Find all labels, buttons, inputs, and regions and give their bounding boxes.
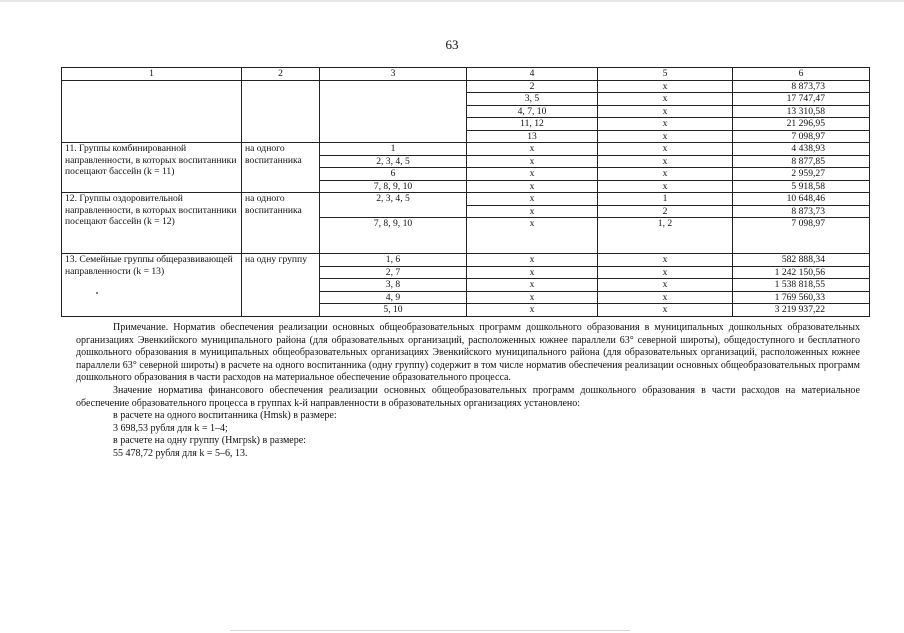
- page-number: 63: [445, 37, 459, 52]
- cell-mode: x: [598, 266, 733, 279]
- cell-empty: [62, 80, 242, 143]
- cell-mode: x: [598, 130, 733, 143]
- note-line-per-child: в расчете на одного воспитанника (Hmsk) в размере:: [113, 410, 337, 422]
- scan-edge-top: [0, 0, 904, 2]
- normative-table: [61, 67, 870, 317]
- header-col-2: 2: [242, 68, 320, 81]
- cell-mode: x: [598, 105, 733, 118]
- cell-age-group: 4, 7, 10: [467, 105, 598, 118]
- cell-age: 2, 3, 4, 5: [320, 193, 467, 218]
- cell-age: 1, 6: [320, 254, 467, 267]
- cell-value: 8 873,73: [733, 205, 870, 218]
- note-paragraph-1: Примечание. Норматив обеспечения реализации основных общеобразовательных программ дошкольного образования в муниципальных дошкольных образовательных организациях Эвенкийского муниципального района (для образовательных организаций, расположенных южнее параллели 63° северной широты), общедоступного и бесплатного дошкольного образования в муниципальных общеобразовательных организациях Эвенкийского муниципального района (для образовательных организаций, расположенных южнее параллели 63° северной широты) в расчете на одного воспитанника (одну группу) содержит в том числе норматив обеспечения реализации основных общеобразовательных программ дошкольного образования в части расходов на материальное обеспечение образовательного процесса.: [76, 322, 860, 384]
- cell-age-group: 3, 5: [467, 93, 598, 106]
- cell-age-group: x: [467, 291, 598, 304]
- cell-value: 1 538 818,55: [733, 279, 870, 292]
- cell-age-group: x: [467, 205, 598, 218]
- note-paragraph-2: Значение норматива финансового обеспечения реализации основных общеобразовательных программ дошкольного образования в части расходов на материальное обеспечение образовательного процесса в группах k-й направленности в образовательных организациях установлено:: [76, 384, 860, 409]
- header-col-3: 3: [320, 68, 467, 81]
- table-row: [62, 193, 870, 206]
- cell-value: 3 219 937,22: [733, 304, 870, 317]
- cell-mode: x: [598, 118, 733, 131]
- cell-mode: 1, 2: [598, 218, 733, 254]
- cell-age: 2, 3, 4, 5: [320, 155, 467, 168]
- cell-mode: x: [598, 143, 733, 156]
- group-11-name: 11. Группы комбинированной направленности, в которых воспитанники посещают бассейн (k = 11): [62, 143, 242, 193]
- cell-mode: x: [598, 279, 733, 292]
- cell-value: 1 242 150,56: [733, 266, 870, 279]
- table-row: [62, 143, 870, 156]
- cell-age-group: x: [467, 180, 598, 193]
- cell-mode: 1: [598, 193, 733, 206]
- header-col-1: 1: [62, 68, 242, 81]
- cell-value: 13 310,58: [733, 105, 870, 118]
- note-block: [76, 322, 860, 461]
- cell-value: 7 098,97: [733, 130, 870, 143]
- cell-age: 5, 10: [320, 304, 467, 317]
- cell-value: 7 098,97: [733, 218, 870, 254]
- cell-mode: x: [598, 93, 733, 106]
- group-12-name: 12. Группы оздоровительной направленности, в которых воспитанники посещают бассейн (k = 12): [62, 193, 242, 254]
- cell-age-group: x: [467, 266, 598, 279]
- cell-age-group: x: [467, 155, 598, 168]
- cell-age-group: x: [467, 168, 598, 181]
- cell-age: 1: [320, 143, 467, 156]
- scan-speck: [96, 292, 98, 294]
- scan-edge-bottom: [230, 630, 630, 631]
- cell-value: 1 769 560,33: [733, 291, 870, 304]
- header-col-5: 5: [598, 68, 733, 81]
- cell-age-group: 13: [467, 130, 598, 143]
- cell-age-group: x: [467, 304, 598, 317]
- cell-value: 17 747,47: [733, 93, 870, 106]
- cell-age: 3, 8: [320, 279, 467, 292]
- group-13-unit: на одну группу: [242, 254, 320, 317]
- cell-mode: x: [598, 254, 733, 267]
- cell-value: 582 888,34: [733, 254, 870, 267]
- cell-mode: 2: [598, 205, 733, 218]
- cell-value: 21 296,95: [733, 118, 870, 131]
- cell-age: 2, 7: [320, 266, 467, 279]
- cell-value: 4 438,93: [733, 143, 870, 156]
- cell-value: 2 959,27: [733, 168, 870, 181]
- header-col-6: 6: [733, 68, 870, 81]
- table-row: [62, 80, 870, 93]
- cell-age: 4, 9: [320, 291, 467, 304]
- cell-age-group: 2: [467, 80, 598, 93]
- note-line-per-child-value: 3 698,53 рубля для k = 1–4;: [113, 422, 228, 434]
- cell-mode: x: [598, 80, 733, 93]
- cell-age: 7, 8, 9, 10: [320, 218, 467, 254]
- table-row: [62, 254, 870, 267]
- cell-age-group: 11, 12: [467, 118, 598, 131]
- cell-value: 8 877,85: [733, 155, 870, 168]
- cell-mode: x: [598, 155, 733, 168]
- cell-age-group: x: [467, 218, 598, 254]
- cell-age-group: x: [467, 193, 598, 206]
- header-col-4: 4: [467, 68, 598, 81]
- cell-empty: [242, 80, 320, 143]
- cell-age-group: x: [467, 254, 598, 267]
- note-line-per-group: в расчете на одну группу (Hмгpsk) в размере:: [113, 435, 306, 447]
- cell-age: 6: [320, 168, 467, 181]
- cell-empty: [320, 80, 467, 143]
- cell-age: 7, 8, 9, 10: [320, 180, 467, 193]
- cell-value: 8 873,73: [733, 80, 870, 93]
- header-row: [62, 68, 870, 81]
- cell-mode: x: [598, 168, 733, 181]
- cell-value: 10 648,46: [733, 193, 870, 206]
- cell-age-group: x: [467, 143, 598, 156]
- group-11-unit: на одного воспитанника: [242, 143, 320, 193]
- cell-age-group: x: [467, 279, 598, 292]
- group-13-name: 13. Семейные группы общеразвивающей направленности (k = 13): [62, 254, 242, 317]
- cell-mode: x: [598, 291, 733, 304]
- note-line-per-group-value: 55 478,72 рубля для k = 5–6, 13.: [113, 447, 248, 459]
- group-12-unit: на одного воспитанника: [242, 193, 320, 254]
- cell-value: 5 918,58: [733, 180, 870, 193]
- cell-mode: x: [598, 304, 733, 317]
- cell-mode: x: [598, 180, 733, 193]
